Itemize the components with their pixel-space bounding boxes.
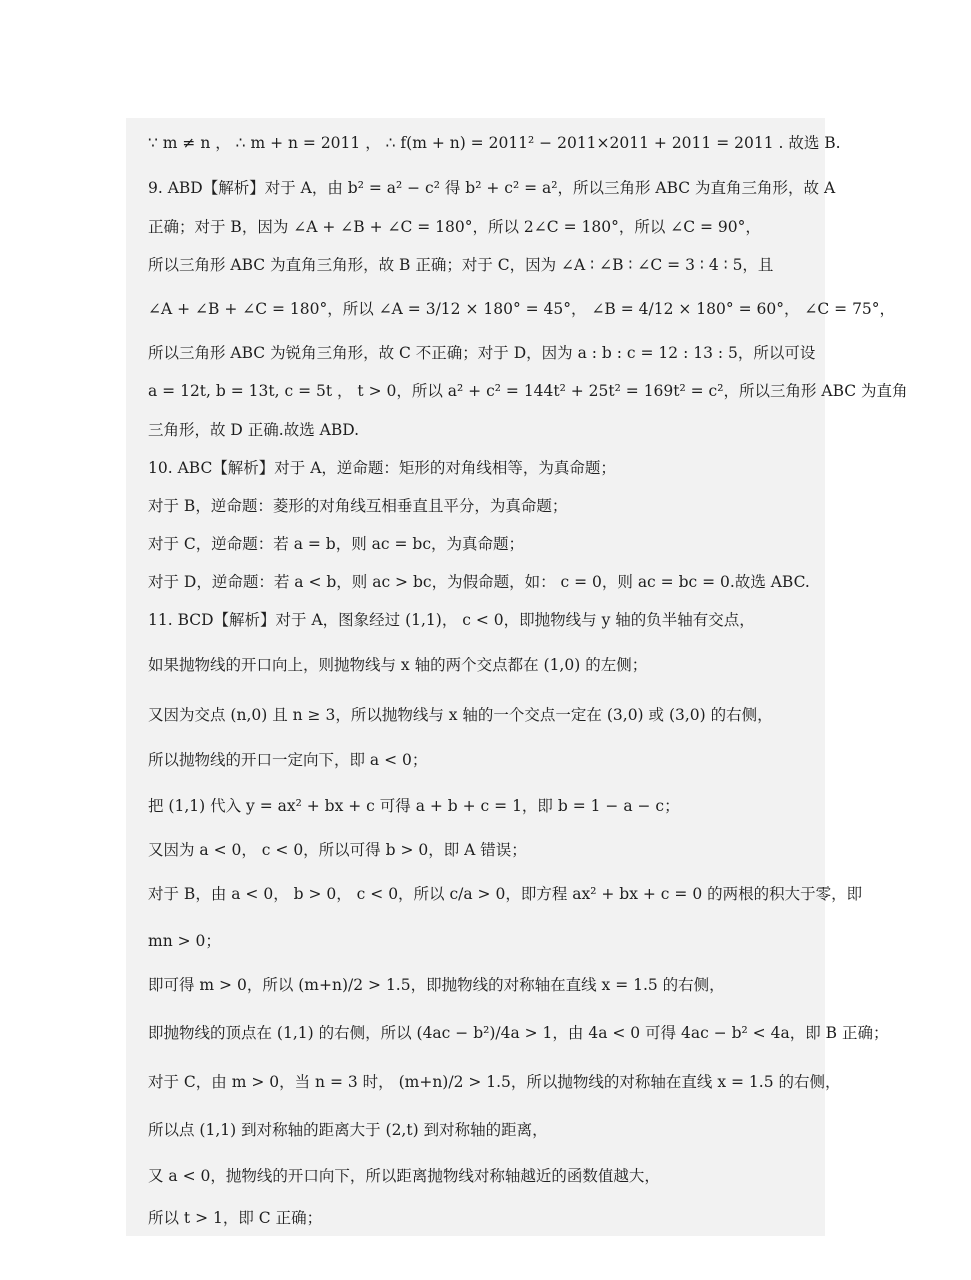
text-line: 即可得 m > 0，所以 (m+n)/2 > 1.5，即抛物线的对称轴在直线 x = 1.5 的右侧， <box>148 976 725 994</box>
text-line: a = 12t, b = 13t, c = 5t ， t > 0，所以 a² + c² = 144t² + 25t² = 169t² = c²，所以三角形 ABC 为直角 <box>148 382 908 400</box>
text-line: 正确；对于 B，因为 ∠A + ∠B + ∠C = 180°，所以 2∠C = 180°，所以 ∠C = 90°， <box>148 218 761 236</box>
text-line: 又因为交点 (n,0) 且 n ≥ 3，所以抛物线与 x 轴的一个交点一定在 (3,0) 或 (3,0) 的右侧， <box>148 706 773 724</box>
text-line: 又 a < 0，抛物线的开口向下，所以距离抛物线对称轴越近的函数值越大， <box>148 1167 660 1185</box>
text-line: 如果抛物线的开口向上，则抛物线与 x 轴的两个交点都在 (1,0) 的左侧； <box>148 656 648 674</box>
text-line: 对于 B，由 a < 0， b > 0， c < 0，所以 c/a > 0，即方程 ax² + bx + c = 0 的两根的积大于零，即 <box>148 885 863 903</box>
text-line: 又因为 a < 0， c < 0，所以可得 b > 0，即 A 错误； <box>148 841 527 859</box>
text-line: 所以三角形 ABC 为锐角三角形，故 C 不正确；对于 D，因为 a : b : c = 12 : 13 : 5，所以可设 <box>148 344 816 362</box>
text-line: 所以 t > 1，即 C 正确； <box>148 1209 323 1227</box>
text-line: 对于 C，由 m > 0，当 n = 3 时， (m+n)/2 > 1.5，所以抛物线的对称轴在直线 x = 1.5 的右侧， <box>148 1073 841 1091</box>
text-line: 把 (1,1) 代入 y = ax² + bx + c 可得 a + b + c = 1，即 b = 1 − a − c； <box>148 797 680 815</box>
text-line: 所以三角形 ABC 为直角三角形，故 B 正确；对于 C，因为 ∠A ∶ ∠B ∶ ∠C = 3 ∶ 4 ∶ 5，且 <box>148 256 774 274</box>
text-line: ∠A + ∠B + ∠C = 180°，所以 ∠A = 3/12 × 180° = 45°， ∠B = 4/12 × 180° = 60°， ∠C = 75°， <box>148 300 896 318</box>
text-line: 即抛物线的顶点在 (1,1) 的右侧，所以 (4ac − b²)/4a > 1，由 4a < 0 可得 4ac − b² < 4a，即 B 正确； <box>148 1024 889 1042</box>
text-line: 所以抛物线的开口一定向下，即 a < 0； <box>148 751 428 769</box>
text-line: 对于 C，逆命题：若 a = b，则 ac = bc，为真命题； <box>148 535 525 553</box>
text-line: 10. ABC【解析】对于 A，逆命题：矩形的对角线相等，为真命题； <box>148 459 616 477</box>
text-line: ∵ m ≠ n ， ∴ m + n = 2011 ， ∴ f(m + n) = 2011² − 2011×2011 + 2011 = 2011 . 故选 B. <box>148 134 841 152</box>
text-line: 对于 D，逆命题：若 a < b，则 ac > bc，为假命题，如： c = 0，则 ac = bc = 0.故选 ABC. <box>148 573 810 591</box>
text-line: 9. ABD【解析】对于 A，由 b² = a² − c² 得 b² + c² = a²，所以三角形 ABC 为直角三角形，故 A <box>148 179 836 197</box>
document-page <box>126 118 908 1236</box>
text-line: 对于 B，逆命题：菱形的对角线互相垂直且平分，为真命题； <box>148 497 568 515</box>
text-line: 11. BCD【解析】对于 A，图象经过 (1,1)， c < 0，即抛物线与 y 轴的负半轴有交点， <box>148 611 755 629</box>
text-line: 三角形，故 D 正确.故选 ABD. <box>148 421 360 439</box>
text-line: mn > 0； <box>148 932 221 950</box>
text-line: 所以点 (1,1) 到对称轴的距离大于 (2,t) 到对称轴的距离， <box>148 1121 548 1139</box>
